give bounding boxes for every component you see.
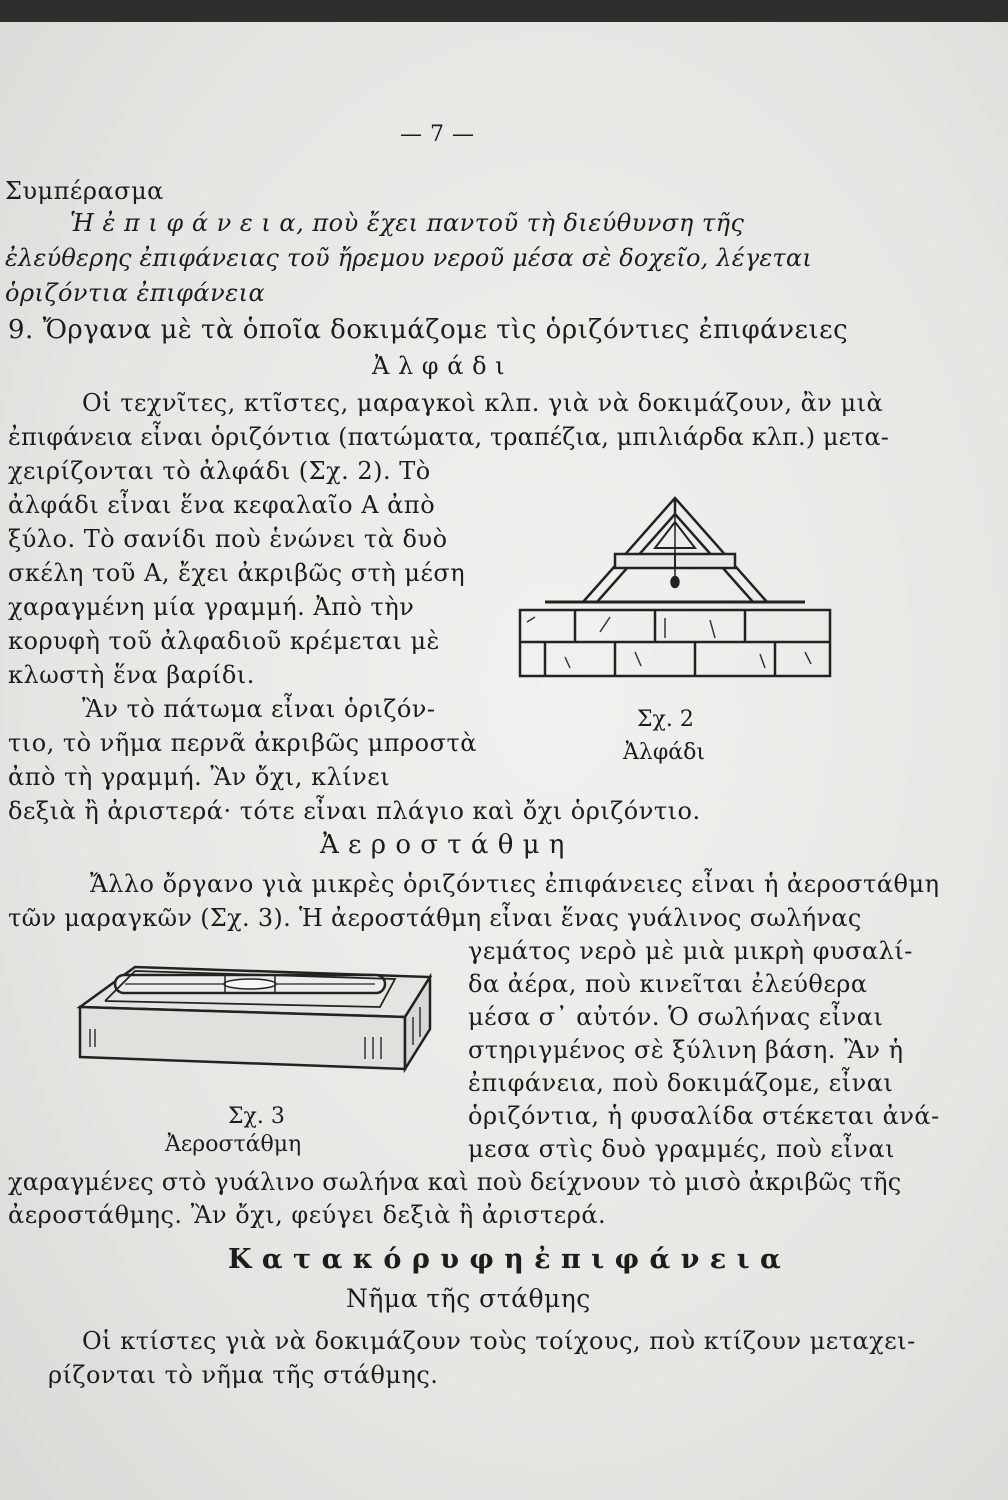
paragraph-line: χαραγμένες στὸ γυάλινο σωλήνα καὶ ποὺ δείχνουν τὸ μισὸ ἀκριβῶς τῆς bbox=[8, 1168, 902, 1196]
conclusion-line: ὁριζόντια ἐπιφάνεια bbox=[5, 279, 266, 307]
figure-2-number: Σχ. 2 bbox=[637, 707, 694, 732]
paragraph-line: γεμάτος νερὸ μὲ μιὰ μικρὴ φυσαλί- bbox=[468, 937, 913, 965]
paragraph-line: ὁριζόντια, ἡ φυσαλίδα στέκεται ἀνά- bbox=[468, 1102, 940, 1130]
paragraph-line: ἀλφάδι εἶναι ἕνα κεφαλαῖο Α ἀπὸ bbox=[8, 491, 436, 519]
aerostathmi-heading: Ἀ ε ρ ο σ τ ά θ μ η bbox=[320, 830, 565, 860]
paragraph-line: κορυφὴ τοῦ ἀλφαδιοῦ κρέμεται μὲ bbox=[8, 627, 440, 655]
paragraph-line: ρίζονται τὸ νῆμα τῆς στάθμης. bbox=[48, 1361, 439, 1389]
paragraph-line: σκέλη τοῦ Α, ἔχει ἀκριβῶς στὴ μέση bbox=[8, 559, 466, 587]
paragraph-line: ἀεροστάθμης. Ἂν ὄχι, φεύγει δεξιὰ ἢ ἀριστερά. bbox=[8, 1201, 607, 1229]
page-number: — 7 — bbox=[400, 122, 475, 147]
figure-3-label: Ἀεροστάθμη bbox=[165, 1132, 302, 1157]
paragraph-line: ἐπιφάνεια, ποὺ δοκιμάζομε, εἶναι bbox=[468, 1069, 894, 1097]
figure-3-number: Σχ. 3 bbox=[228, 1104, 285, 1129]
paragraph-line: δεξιὰ ἢ ἀριστερά· τότε εἶναι πλάγιο καὶ ὄχι ὁριζόντιο. bbox=[8, 797, 701, 825]
paragraph-line: τῶν μαραγκῶν (Σχ. 3). Ἡ ἀεροστάθμη εἶναι ἕνας γυάλινος σωλήνας bbox=[8, 904, 862, 932]
paragraph-line: δα ἀέρα, ποὺ κινεῖται ἐλεύθερα bbox=[468, 970, 868, 998]
vertical-subheading: Νῆμα τῆς στάθμης bbox=[346, 1284, 591, 1313]
paragraph-line: Οἱ κτίστες γιὰ νὰ δοκιμάζουν τοὺς τοίχους, ποὺ κτίζουν μεταχει- bbox=[82, 1327, 916, 1355]
figure-3-aerostathmi-illustration bbox=[75, 957, 440, 1077]
section-title: 9. Ὄργανα μὲ τὰ ὁποῖα δοκιμάζομε τὶς ὁριζόντιες ἐπιφάνειες bbox=[8, 315, 849, 345]
paragraph-line: ξύλο. Τὸ σανίδι ποὺ ἑνώνει τὰ δυὸ bbox=[8, 525, 448, 553]
alfadi-heading: Ἀ λ φ ά δ ι bbox=[372, 352, 506, 380]
conclusion-line: Ἡ ἐ π ι φ ά ν ε ι α, ποὺ ἔχει παντοῦ τὴ διεύθυνση τῆς bbox=[70, 209, 745, 237]
paragraph-line: κλωστὴ ἕνα βαρίδι. bbox=[8, 661, 255, 689]
paragraph-line: Οἱ τεχνῖτες, κτῖστες, μαραγκοὶ κλπ. γιὰ νὰ δοκιμάζουν, ἂν μιὰ bbox=[82, 389, 884, 417]
vertical-heading: Κ α τ α κ ό ρ υ φ η ἐ π ι φ ά ν ε ι α bbox=[228, 1244, 782, 1275]
paragraph-line: Ἂν τὸ πάτωμα εἶναι ὁριζόν- bbox=[82, 695, 436, 723]
conclusion-heading: Συμπέρασμα bbox=[5, 177, 164, 205]
paragraph-line: μέσα σ᾽ αὐτόν. Ὁ σωλήνας εἶναι bbox=[468, 1003, 884, 1031]
paragraph-line: στηριγμένος σὲ ξύλινη βάση. Ἂν ἡ bbox=[468, 1036, 904, 1064]
paragraph-line: ἀπὸ τὴ γραμμή. Ἂν ὄχι, κλίνει bbox=[8, 763, 391, 791]
figure-2-alfadi-illustration bbox=[515, 492, 835, 682]
paragraph-line: Ἄλλο ὄργανο γιὰ μικρὲς ὁριζόντιες ἐπιφάνειες εἶναι ἡ ἀεροστάθμη bbox=[90, 870, 940, 898]
paragraph-line: ἐπιφάνεια εἶναι ὁριζόντια (πατώματα, τραπέζια, μπιλιάρδα κλπ.) μετα- bbox=[8, 423, 890, 451]
book-page bbox=[0, 22, 1008, 1500]
conclusion-line: ἐλεύθερης ἐπιφάνειας τοῦ ἤρεμου νεροῦ μέσα σὲ δοχεῖο, λέγεται bbox=[5, 244, 812, 272]
paragraph-line: τιο, τὸ νῆμα περνᾶ ἀκριβῶς μπροστὰ bbox=[8, 729, 477, 757]
paragraph-line: μεσα στὶς δυὸ γραμμές, ποὺ εἶναι bbox=[468, 1135, 895, 1163]
paragraph-line: χειρίζονται τὸ ἀλφάδι (Σχ. 2). Τὸ bbox=[8, 457, 431, 485]
figure-2-label: Ἀλφάδι bbox=[623, 740, 705, 765]
paragraph-line: χαραγμένη μία γραμμή. Ἀπὸ τὴν bbox=[8, 593, 415, 621]
